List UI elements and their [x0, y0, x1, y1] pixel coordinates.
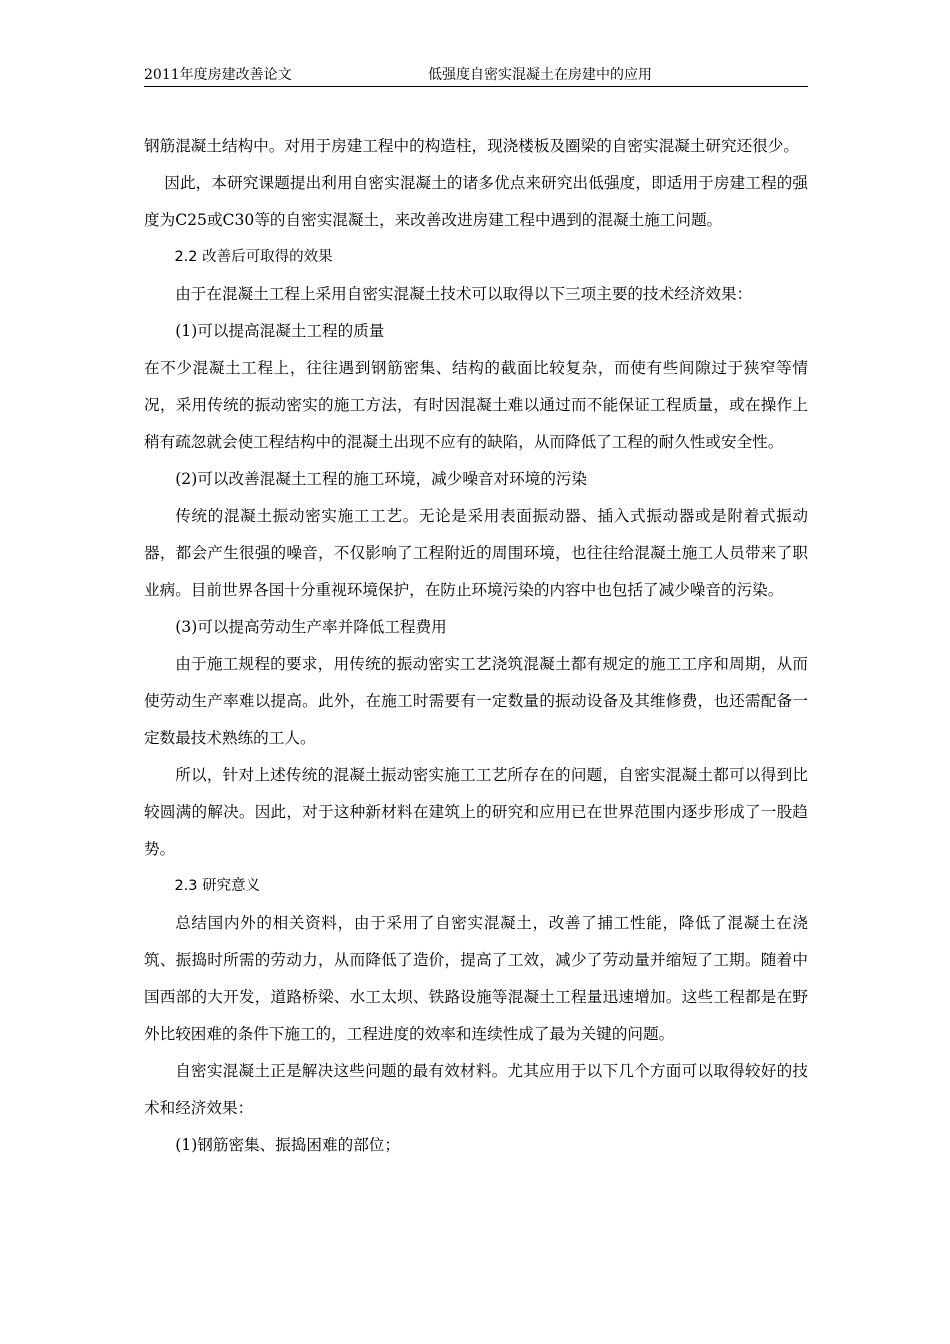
paragraph: 由于施工规程的要求，用传统的振动密实工艺浇筑混凝土都有规定的施工工序和周期，从而使劳动生产率难以提高。此外，在施工时需要有一定数量的振动设备及其维修费，也还需配备一定数最技术熟练的工人。: [144, 655, 808, 747]
paragraph: 由于在混凝土工程上采用自密实混凝土技术可以取得以下三项主要的技术经济效果：: [175, 285, 753, 303]
list-item-heading: (1)可以提高混凝土工程的质量: [175, 322, 385, 340]
paragraph: 因此，本研究课题提出利用自密实混凝土的诸多优点来研究出低强度，即适用于房建工程的强度为C25或C30等的自密实混凝土，来改善改进房建工程中遇到的混凝土施工问题。: [144, 174, 808, 229]
list-item-heading: (2)可以改善混凝土工程的施工环境，减少噪音对环境的污染: [175, 470, 588, 488]
section-heading: 2.2 改善后可取得的效果: [174, 249, 333, 265]
list-item-heading: (3)可以提高劳动生产率并降低工程费用: [175, 618, 447, 636]
running-header: [144, 64, 808, 87]
list-item-heading: (1)钢筋密集、振捣困难的部位；: [175, 1136, 400, 1154]
paragraph: 在不少混凝土工程上，往往遇到钢筋密集、结构的截面比较复杂，而使有些间隙过于狭窄等情况，采用传统的振动密实的施工方法，有时因混凝土难以通过而不能保证工程质量，或在操作上稍有疏忽就会使工程结构中的混凝土出现不应有的缺陷，从而降低了工程的耐久性或安全性。: [144, 359, 808, 451]
paragraph: 钢筋混凝土结构中。对用于房建工程中的构造柱，现浇楼板及圈梁的自密实混凝土研究还很少。: [144, 137, 799, 155]
paragraph: 传统的混凝土振动密实施工工艺。无论是采用表面振动器、插入式振动器或是附着式振动器，都会产生很强的噪音，不仅影响了工程附近的周围环境，也往往给混凝土施工人员带来了职业病。目前世界各国十分重视环境保护，在防止环境污染的内容中也包括了减少噪音的污染。: [144, 507, 808, 599]
header-center-title: 低强度自密实混凝土在房建中的应用: [428, 67, 652, 83]
paragraph: 所以，针对上述传统的混凝土振动密实施工工艺所存在的问题，自密实混凝土都可以得到比较圆满的解决。因此，对于这种新材料在建筑上的研究和应用已在世界范围内逐步形成了一股趋势。: [144, 766, 808, 858]
document-body: [144, 128, 808, 1164]
header-left-title: 2011年度房建改善论文: [144, 67, 292, 83]
paragraph: 总结国内外的相关资料，由于采用了自密实混凝土，改善了捕工性能，降低了混凝土在浇筑、振捣时所需的劳动力，从而降低了造价，提高了工效，减少了劳动量并缩短了工期。随着中国西部的大开发，道路桥梁、水工太坝、铁路设施等混凝土工程量迅速增加。这些工程都是在野外比较困难的条件下施工的，工程进度的效率和连续性成了最为关键的问题。: [144, 914, 808, 1043]
paragraph: 自密实混凝土正是解决这些问题的最有效材料。尤其应用于以下几个方面可以取得较好的技术和经济效果：: [144, 1062, 808, 1117]
section-heading: 2.3 研究意义: [174, 878, 261, 894]
